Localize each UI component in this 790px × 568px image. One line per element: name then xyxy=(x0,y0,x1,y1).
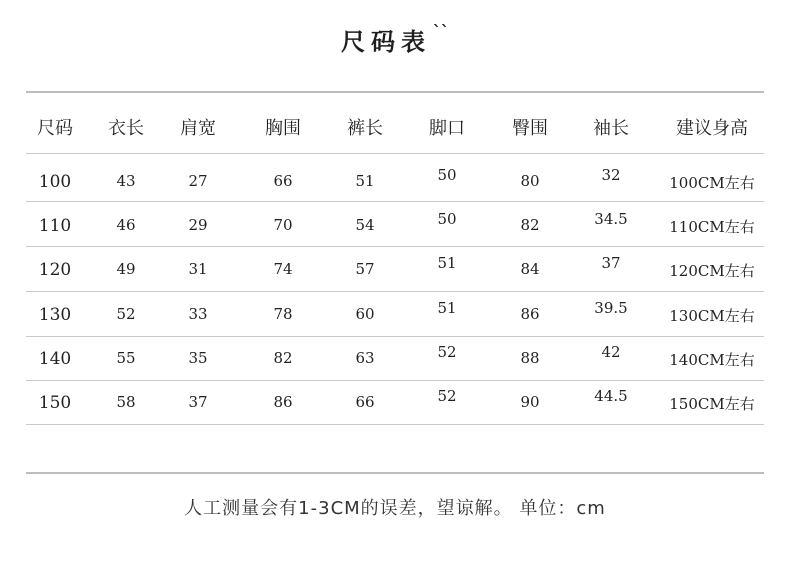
cell-chest: 86 xyxy=(273,393,293,411)
cell-hip: 86 xyxy=(520,305,540,323)
cell-hip: 90 xyxy=(520,393,540,411)
cell-sleeve: 32 xyxy=(601,166,621,184)
cell-hem: 52 xyxy=(437,343,457,361)
cell-length: 55 xyxy=(116,349,136,367)
row-divider xyxy=(26,291,764,292)
cell-height: 140CM左右 xyxy=(669,351,755,369)
cell-size: 130 xyxy=(38,305,72,325)
cell-chest: 78 xyxy=(273,305,293,323)
cell-hip: 80 xyxy=(520,172,540,190)
cell-height: 150CM左右 xyxy=(669,395,755,413)
cell-size: 120 xyxy=(38,260,72,280)
cell-shoulder: 35 xyxy=(188,349,208,367)
cell-hem: 51 xyxy=(437,299,457,317)
cell-length: 49 xyxy=(116,260,136,278)
cell-shoulder: 37 xyxy=(188,393,208,411)
cell-hem: 51 xyxy=(437,254,457,272)
cell-hip: 82 xyxy=(520,216,540,234)
cell-pants-length: 66 xyxy=(355,393,375,411)
header-sleeve: 袖长 xyxy=(593,118,629,139)
row-divider xyxy=(26,380,764,381)
cell-chest: 70 xyxy=(273,216,293,234)
cell-hem: 52 xyxy=(437,387,457,405)
header-pants-length: 裤长 xyxy=(347,118,383,139)
cell-size: 150 xyxy=(38,393,72,413)
header-hip: 臀围 xyxy=(512,118,548,139)
cell-length: 52 xyxy=(116,305,136,323)
cell-sleeve: 39.5 xyxy=(594,299,628,317)
row-divider xyxy=(26,201,764,202)
header-hem: 脚口 xyxy=(429,118,465,139)
cell-hem: 50 xyxy=(437,166,457,184)
cell-shoulder: 33 xyxy=(188,305,208,323)
row-divider xyxy=(26,424,764,425)
cell-pants-length: 63 xyxy=(355,349,375,367)
cell-chest: 66 xyxy=(273,172,293,190)
row-divider xyxy=(26,246,764,247)
footer-top-rule xyxy=(26,472,764,474)
cell-shoulder: 31 xyxy=(188,260,208,278)
page-title xyxy=(0,22,790,57)
cell-hem: 50 xyxy=(437,210,457,228)
cell-height: 130CM左右 xyxy=(669,307,755,325)
cell-height: 120CM左右 xyxy=(669,262,755,280)
header-size: 尺码 xyxy=(37,118,73,139)
cell-sleeve: 34.5 xyxy=(594,210,628,228)
cell-length: 58 xyxy=(116,393,136,411)
cell-sleeve: 44.5 xyxy=(594,387,628,405)
title-mark: ˋˋ xyxy=(433,22,449,41)
title-text: 尺码表 xyxy=(341,28,431,56)
cell-hip: 84 xyxy=(520,260,540,278)
cell-pants-length: 57 xyxy=(355,260,375,278)
cell-pants-length: 51 xyxy=(355,172,375,190)
row-divider xyxy=(26,336,764,337)
cell-length: 43 xyxy=(116,172,136,190)
header-shoulder: 肩宽 xyxy=(180,118,216,139)
cell-shoulder: 29 xyxy=(188,216,208,234)
cell-length: 46 xyxy=(116,216,136,234)
cell-sleeve: 37 xyxy=(601,254,621,272)
cell-hip: 88 xyxy=(520,349,540,367)
cell-size: 110 xyxy=(38,216,72,236)
cell-sleeve: 42 xyxy=(601,343,621,361)
cell-size: 100 xyxy=(38,172,72,192)
header-height: 建议身高 xyxy=(676,118,748,139)
row-divider xyxy=(26,153,764,154)
cell-height: 110CM左右 xyxy=(669,218,755,236)
cell-pants-length: 60 xyxy=(355,305,375,323)
cell-size: 140 xyxy=(38,349,72,369)
header-chest: 胸围 xyxy=(265,118,301,139)
cell-height: 100CM左右 xyxy=(669,174,755,192)
cell-pants-length: 54 xyxy=(355,216,375,234)
footer-note: 人工测量会有1-3CM的误差，望谅解。 单位：cm xyxy=(184,498,606,519)
header-length: 衣长 xyxy=(108,118,144,139)
table-top-rule xyxy=(26,91,764,93)
cell-chest: 82 xyxy=(273,349,293,367)
cell-chest: 74 xyxy=(273,260,293,278)
cell-shoulder: 27 xyxy=(188,172,208,190)
